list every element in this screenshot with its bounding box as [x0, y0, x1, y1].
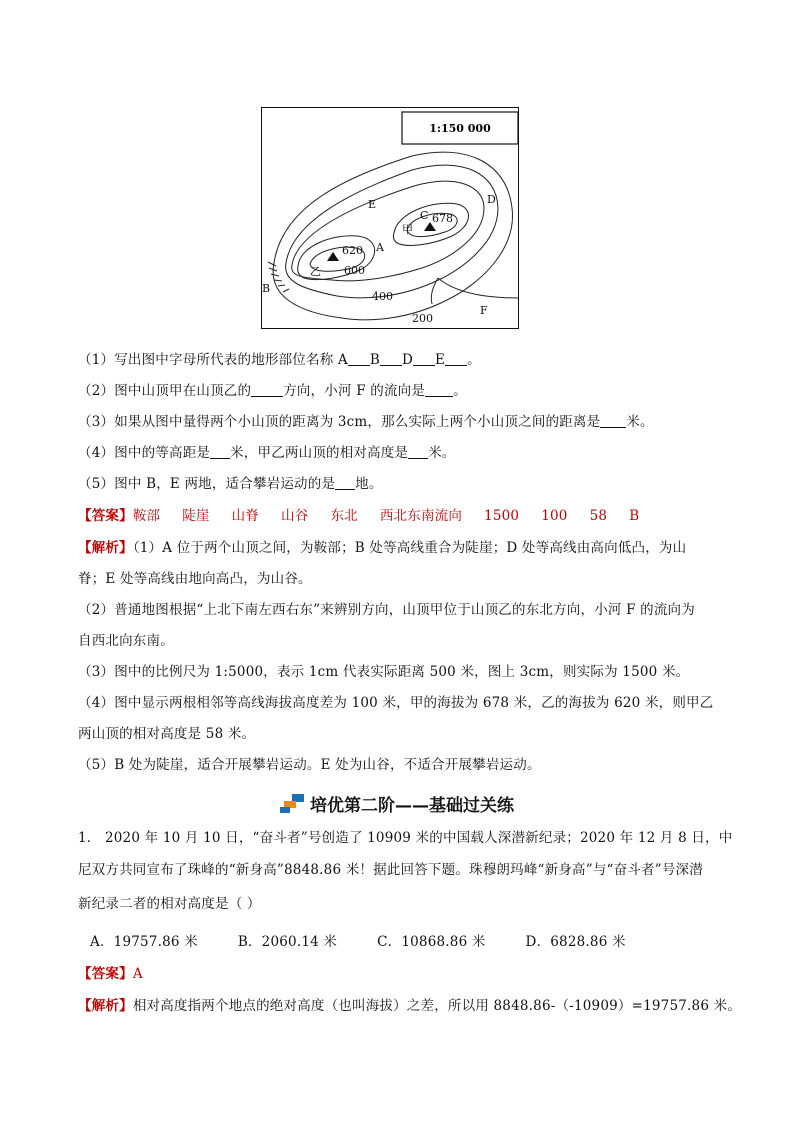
answer-item: 山脊: [231, 508, 260, 524]
analysis-1-line-3: （2）普通地图根据“上北下南左西右东”来辨别方向，山顶甲位于山顶乙的东北方向，小河 F 的流向为: [78, 602, 695, 618]
section-decoration-icon: [280, 794, 306, 814]
q6-options: [90, 932, 750, 952]
river-f: [438, 278, 519, 298]
blank[interactable]: [600, 413, 626, 428]
blank[interactable]: [380, 351, 402, 366]
option-a[interactable]: A．19757.86 米: [90, 934, 198, 950]
option-c[interactable]: C．10868.86 米: [377, 934, 486, 950]
blank[interactable]: [413, 351, 435, 366]
answer-item: 东北: [330, 508, 358, 524]
label-d: D: [487, 193, 496, 206]
label-jia: 甲: [402, 223, 413, 236]
answer-list: [133, 508, 662, 524]
scale-label: 1:150 000: [429, 122, 491, 135]
question-5: （5）图中 B，E 两地，适合攀岩运动的是 地。: [78, 476, 383, 492]
topographic-map: [261, 107, 519, 329]
answer-item: B: [629, 508, 640, 524]
label-c: C: [420, 209, 429, 222]
label-b: B: [262, 282, 271, 295]
question-1: （1）写出图中字母所代表的地形部位名称 A B D E 。: [78, 352, 481, 368]
answer-item: 山谷: [281, 508, 309, 524]
blank[interactable]: [425, 382, 453, 397]
q6-line-1: 1． 2020 年 10 月 10 日，“奋斗者”号创造了 10909 米的中国载人深潜新纪录；2020 年 12 月 8 日，中: [78, 830, 733, 846]
q6-line-2: 尼双方共同宣布了珠峰的“新身高”8848.86 米！据此回答下题。珠穆朗玛峰“新身高”与“奋斗者”号深潜: [78, 862, 703, 878]
elev-400: 400: [372, 290, 393, 303]
answer-item: 鞍部: [132, 508, 161, 524]
section-heading: [0, 791, 794, 816]
question-2: （2）图中山顶甲在山顶乙的 方向，小河 F 的流向是 。: [78, 383, 467, 399]
blank[interactable]: [251, 382, 283, 397]
contour-map-svg: [262, 108, 520, 330]
analysis-1-line-8: （5）B 处为陡崖，适合开展攀岩运动。E 处为山谷，不适合开展攀岩运动。: [78, 757, 541, 773]
answer-2: 【答案】A: [78, 966, 143, 982]
answer-1: 【答案】鞍部 陡崖 山脊 山谷 东北 西北东南流向 1500 100 58 B: [78, 506, 738, 526]
summit-yi-triangle: [327, 252, 339, 261]
answer-item: 西北东南流向: [379, 508, 463, 524]
option-b[interactable]: B．2060.14 米: [237, 934, 338, 950]
blank[interactable]: [335, 475, 355, 490]
analysis-1-line-5: （3）图中的比例尺为 1:5000，表示 1cm 代表实际距离 500 米，图上 3cm，则实际为 1500 米。: [78, 664, 690, 680]
analysis-1-line-1: 【解析】（1）A 位于两个山顶之间，为鞍部；B 处等高线重合为陡崖；D 处等高线由高向低凸，为山: [78, 540, 687, 556]
question-3: （3）如果从图中量得两个小山顶的距离为 3cm，那么实际上两个小山顶之间的距离是 米。: [78, 414, 654, 430]
elev-600: 600: [344, 264, 365, 277]
analysis-1-line-2: 脊；E 处等高线由地向高凸，为山谷。: [78, 571, 312, 587]
answer-item: 陡崖: [182, 508, 210, 524]
elev-620: 620: [342, 244, 363, 257]
blank[interactable]: [348, 351, 370, 366]
label-e: E: [368, 198, 377, 211]
blank[interactable]: [210, 444, 230, 459]
answer-item: 58: [589, 508, 608, 524]
label-a: A: [376, 241, 384, 254]
elev-678: 678: [432, 212, 453, 225]
option-d[interactable]: D．6828.86 米: [525, 934, 626, 950]
blank[interactable]: [445, 351, 467, 366]
blank[interactable]: [408, 444, 428, 459]
elev-200: 200: [412, 312, 433, 325]
q6-line-3: 新纪录二者的相对高度是（ ）: [78, 896, 261, 912]
label-yi: 乙: [310, 265, 321, 278]
answer-item: 1500: [484, 508, 520, 524]
section-title-text: 培优第二阶——基础过关练: [310, 796, 514, 816]
analysis-1-line-7: 两山顶的相对高度是 58 米。: [78, 726, 256, 742]
analysis-2: 【解析】相对高度指两个地点的绝对高度（也叫海拔）之差，所以用 8848.86-（-10909）=19757.86 米。: [78, 998, 742, 1014]
analysis-1-line-6: （4）图中显示两根相邻等高线海拔高度差为 100 米，甲的海拔为 678 米，乙的海拔为 620 米，则甲乙: [78, 695, 714, 711]
analysis-1-line-4: 自西北向东南。: [78, 633, 174, 649]
label-f: F: [480, 304, 488, 317]
question-4: （4）图中的等高距是 米，甲乙两山顶的相对高度是 米。: [78, 445, 456, 461]
answer-item: 100: [541, 508, 568, 524]
